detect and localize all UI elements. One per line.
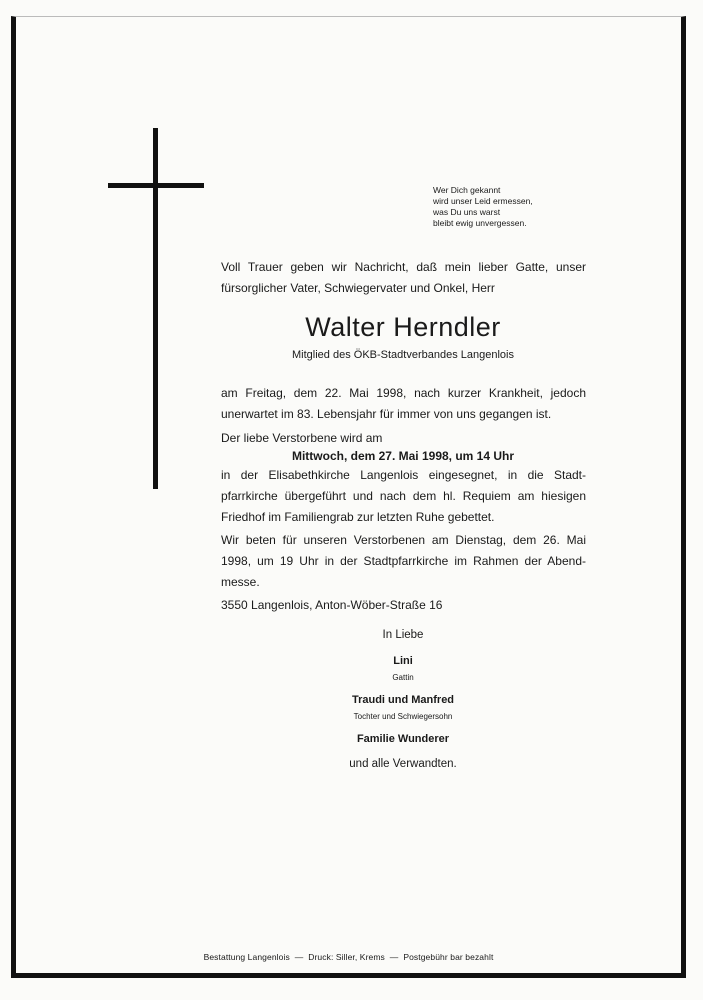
prayer-paragraph (221, 530, 586, 593)
prayer-line: Wir beten für unseren Verstorbenen am Dienstag, dem 26. Mai (221, 533, 586, 547)
intro-line: Voll Trauer geben wir Nachricht, daß mein lieber Gatte, unser (221, 260, 586, 274)
verse-line: wird unser Leid ermessen, (433, 196, 533, 206)
address: 3550 Langenlois, Anton-Wöber-Straße 16 (221, 598, 443, 612)
verse-line: bleibt ewig unvergessen. (433, 218, 527, 228)
deceased-name: Walter Herndler (305, 312, 501, 342)
funeral-line: Friedhof im Familiengrab zur letzten Ruhe gebettet. (221, 510, 495, 524)
prayer-line: 1998, um 19 Uhr in der Stadtpfarrkirche im Rahmen der Abend- (221, 554, 586, 568)
death-paragraph (221, 383, 586, 425)
intro-paragraph (221, 257, 586, 299)
funeral-paragraph (221, 465, 586, 528)
children-names: Traudi und Manfred (351, 694, 455, 706)
funeral-date: Mittwoch, dem 27. Mai 1998, um 14 Uhr (291, 449, 515, 463)
wife-role: Gattin (392, 673, 414, 682)
prayer-line: messe. (221, 575, 260, 589)
death-line: unerwartet im 83. Lebensjahr für immer von uns gegangen ist. (221, 407, 552, 421)
footer-imprint: Bestattung Langenlois — Druck: Siller, Krems — Postgebühr bar bezahlt (203, 952, 494, 962)
membership-line: Mitglied des ÖKB-Stadtverbandes Langenlois (292, 349, 514, 361)
verse-line: was Du uns warst (433, 207, 501, 217)
funeral-intro: Der liebe Verstorbene wird am (221, 431, 383, 445)
family-name: Familie Wunderer (356, 733, 450, 745)
in-liebe: In Liebe (382, 629, 424, 641)
relatives: und alle Verwandten. (349, 758, 457, 770)
death-line: am Freitag, dem 22. Mai 1998, nach kurzer Krankheit, jedoch (221, 386, 586, 400)
cross-horizontal-bar (108, 183, 204, 188)
wife-name: Lini (393, 655, 413, 667)
children-role: Tochter und Schwiegersohn (353, 712, 453, 721)
verse-line: Wer Dich gekannt (433, 185, 501, 195)
funeral-line: pfarrkirche übergeführt und nach dem hl. Requiem am hiesigen (221, 489, 586, 503)
intro-line: fürsorglicher Vater, Schwiegervater und Onkel, Herr (221, 281, 495, 295)
funeral-line: in der Elisabethkirche Langenlois eingesegnet, in die Stadt- (221, 468, 586, 482)
memorial-verse (433, 185, 533, 229)
